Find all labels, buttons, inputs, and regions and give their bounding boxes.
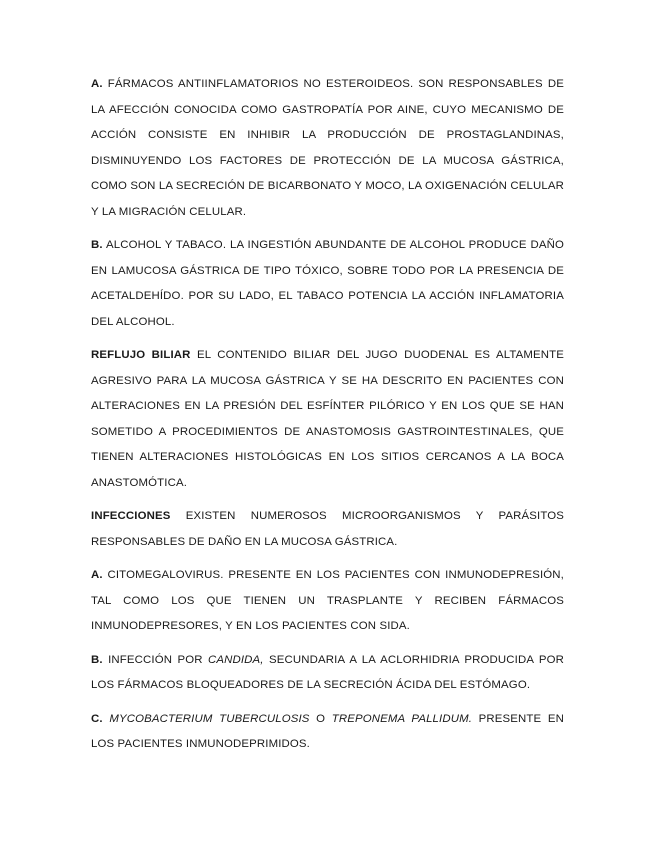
paragraph-text: FÁRMACOS ANTIINFLAMATORIOS NO ESTEROIDEOS. SON RESPONSABLES DE LA AFECCIÓN CONOCIDA COMO GASTROPATÍA POR AINE, CUYO MECANISMO DE ACCIÓN CONSISTE EN INHIBIR LA PRODUCCIÓN DE PROSTAGLANDINAS, DISMINUYENDO LOS FACTORES DE PROTECCIÓN DE LA MUCOSA GÁSTRICA, COMO SON LA SECRECIÓN DE BICARBONATO Y MOCO, LA OXIGENACIÓN CELULAR Y LA MIGRACIÓN CELULAR. bbox=[91, 78, 564, 218]
paragraph-citomegalovirus bbox=[91, 563, 564, 640]
paragraph-text: SECUNDARIA A LA ACLORHIDRIA PRODUCIDA POR LOS FÁRMACOS BLOQUEADORES DE LA SECRECIÓN ÁCIDA DEL ESTÓMAGO. bbox=[91, 653, 565, 691]
paragraph-mycobacterium bbox=[91, 707, 564, 758]
paragraph-aines bbox=[91, 72, 564, 225]
paragraph-candida bbox=[91, 648, 564, 699]
paragraph-lead: B. bbox=[91, 239, 103, 251]
paragraph-lead: REFLUJO BILIAR bbox=[91, 349, 191, 361]
document-page bbox=[91, 72, 564, 766]
paragraph-text-pre: INFECCIÓN POR bbox=[102, 653, 208, 666]
paragraph-lead: B. bbox=[91, 653, 103, 666]
paragraph-lead: A. bbox=[91, 569, 103, 581]
paragraph-lead: INFECCIONES bbox=[91, 510, 171, 522]
paragraph-text-mid: O bbox=[309, 712, 332, 725]
paragraph-italic-term-2: TREPONEMA PALLIDUM. bbox=[331, 712, 473, 725]
paragraph-alcohol-tabaco bbox=[91, 233, 564, 335]
paragraph-text: PRESENTE EN LOS PACIENTES INMUNODEPRIMIDOS. bbox=[91, 712, 564, 750]
paragraph-italic-term: CANDIDA, bbox=[207, 653, 264, 666]
paragraph-lead: C. bbox=[91, 712, 103, 725]
paragraph-text: EXISTEN NUMEROSOS MICROORGANISMOS Y PARÁSITOS RESPONSABLES DE DAÑO EN LA MUCOSA GÁSTRICA. bbox=[91, 510, 564, 548]
paragraph-italic-term: MYCOBACTERIUM TUBERCULOSIS bbox=[109, 712, 310, 725]
paragraph-infecciones bbox=[91, 504, 564, 555]
paragraph-reflujo-biliar bbox=[91, 343, 564, 496]
paragraph-text: EL CONTENIDO BILIAR DEL JUGO DUODENAL ES ALTAMENTE AGRESIVO PARA LA MUCOSA GÁSTRICA Y SE HA DESCRITO EN PACIENTES CON ALTERACIONES EN LA PRESIÓN DEL ESFÍNTER PILÓRICO Y EN LOS QUE SE HAN SOMETIDO A PROCEDIMIENTOS DE ANASTOMOSIS GASTROINTESTINALES, QUE TIENEN ALTERACIONES HISTOLÓGICAS EN LOS SITIOS CERCANOS A LA BOCA ANASTOMÓTICA. bbox=[91, 349, 564, 489]
paragraph-lead: A. bbox=[91, 78, 103, 90]
paragraph-text: CITOMEGALOVIRUS. PRESENTE EN LOS PACIENTES CON INMUNODEPRESIÓN, TAL COMO LOS QUE TIENEN UN TRASPLANTE Y RECIBEN FÁRMACOS INMUNODEPRESORES, Y EN LOS PACIENTES CON SIDA. bbox=[91, 569, 564, 632]
paragraph-text: ALCOHOL Y TABACO. LA INGESTIÓN ABUNDANTE DE ALCOHOL PRODUCE DAÑO EN LAMUCOSA GÁSTRICA DE TIPO TÓXICO, SOBRE TODO POR LA PRESENCIA DE ACETALDEHÍDO. POR SU LADO, EL TABACO POTENCIA LA ACCIÓN INFLAMATORIA DEL ALCOHOL. bbox=[91, 239, 564, 328]
